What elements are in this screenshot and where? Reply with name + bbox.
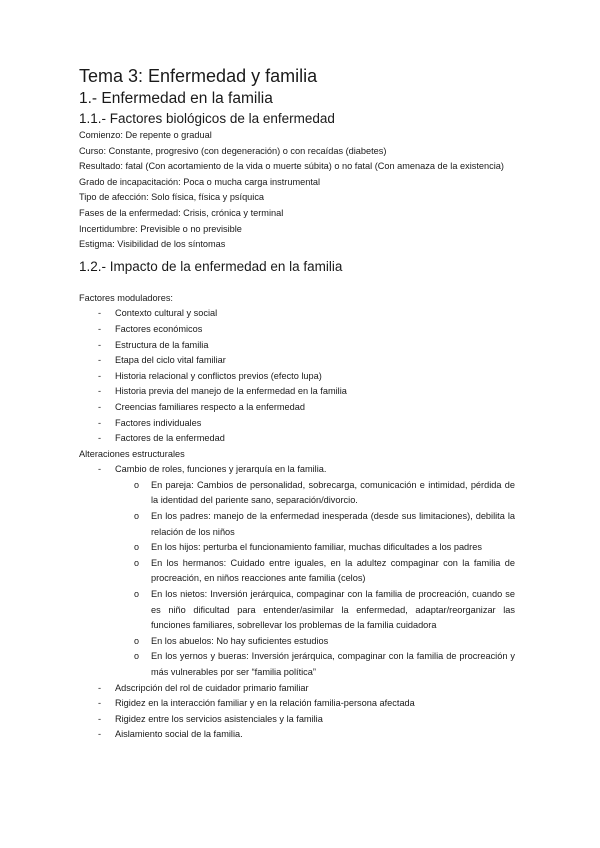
dash-marker: -	[98, 464, 102, 475]
biological-factors	[79, 128, 515, 253]
list-item: - Factores individuales	[115, 416, 515, 432]
document-page	[79, 64, 515, 743]
dash-marker: -	[98, 433, 102, 444]
factor-line-afeccion: Tipo de afección: Solo física, física y psíquica	[79, 192, 265, 203]
dash-marker: -	[98, 698, 102, 709]
dash-marker: -	[98, 323, 102, 334]
list-item: o En los hijos: perturba el funcionamiento familiar, muchas dificultades a los padres	[151, 540, 515, 556]
alteraciones-label: Alteraciones estructurales	[79, 448, 185, 459]
factor-line-comienzo: Comienzo: De repente o gradual	[79, 130, 212, 140]
subsection-1-1-heading: 1.1.- Factores biológicos de la enfermedad	[79, 111, 335, 126]
factor-line-incertidumbre: Incertidumbre: Previsible o no previsible	[79, 223, 242, 234]
circle-marker: o	[134, 635, 140, 646]
circle-marker: o	[134, 511, 140, 522]
dash-marker: -	[98, 308, 102, 319]
moduladores-label: Factores moduladores:	[79, 292, 173, 303]
factor-line-incapacitacion: Grado de incapacitación: Poca o mucha carga instrumental	[79, 176, 321, 187]
dash-marker: -	[98, 370, 102, 381]
list-item: - Historia previa del manejo de la enfermedad en la familia	[115, 384, 515, 400]
dash-marker: -	[98, 729, 102, 740]
dash-marker: -	[98, 386, 102, 397]
dash-marker: -	[98, 682, 102, 693]
list-item: - Estructura de la familia	[115, 338, 515, 354]
factor-line-estigma: Estigma: Visibilidad de los síntomas	[79, 239, 226, 250]
list-item: - Rigidez en la interacción familiar y en la relación familia-persona afectada	[115, 696, 515, 712]
list-item: - Contexto cultural y social	[115, 306, 515, 322]
dash-marker: -	[98, 713, 102, 724]
spacer	[79, 276, 515, 291]
document-title: Tema 3: Enfermedad y familia	[79, 66, 318, 86]
dash-marker: -	[98, 339, 102, 350]
factor-line-resultado: Resultado: fatal (Con acortamiento de la vida o muerte súbita) o no fatal (Con amenaza de la existencia)	[79, 161, 504, 172]
subsection-1-2-heading: 1.2.- Impacto de la enfermedad en la familia	[79, 258, 343, 274]
list-item: o En los hermanos: Cuidado entre iguales, en la adultez compaginar con la familia de procreación, en niños reacciones ante familia (celos)	[134, 557, 515, 584]
circle-marker: o	[134, 542, 140, 553]
list-item: - Creencias familiares respecto a la enfermedad	[115, 400, 515, 416]
factor-line-curso: Curso: Constante, progresivo (con degeneración) o con recaídas (diabetes)	[79, 145, 387, 156]
list-item: - Factores de la enfermedad	[115, 431, 515, 447]
list-item: - Factores económicos	[115, 322, 515, 338]
list-item: - Rigidez entre los servicios asistenciales y la familia	[115, 712, 515, 728]
list-item: o En los padres: manejo de la enfermedad inesperada (desde sus limitaciones), debilita la relación de los niños	[134, 511, 515, 537]
list-item: - Adscripción del rol de cuidador primario familiar	[115, 681, 515, 697]
list-item: - Aislamiento social de la familia.	[115, 727, 515, 743]
dash-marker: -	[98, 401, 102, 412]
list-item: - Etapa del ciclo vital familiar	[115, 353, 515, 369]
list-item	[98, 462, 515, 680]
circle-marker: o	[134, 589, 140, 600]
roles-sublist	[115, 478, 515, 681]
list-item: o En los nietos: Inversión jerárquica, compaginar con la familia de procreación, cuando se es niño dificultad para entender/asimilar la enfermedad, adaptar/reorganizar las funciones familiares, sobrellevar los problemas de la familia cuidadora	[134, 589, 515, 631]
list-item: o En los yernos y bueras: Inversión jerárquica, compaginar con la familia de procreación y más vulnerables por ser “familia política”	[134, 651, 515, 677]
circle-marker: o	[134, 651, 140, 662]
list-item: - Historia relacional y conflictos previos (efecto lupa)	[115, 369, 515, 385]
dash-marker: -	[98, 417, 102, 428]
moduladores-list	[79, 306, 515, 446]
circle-marker: o	[134, 557, 140, 568]
dash-marker: -	[98, 355, 102, 366]
list-item: o En pareja: Cambios de personalidad, sobrecarga, comunicación e intimidad, pérdida de la identidad del pariente sano, separación/divorcio.	[134, 479, 515, 506]
list-item: o En los abuelos: No hay suficientes estudios	[151, 634, 515, 650]
factor-line-fases: Fases de la enfermedad: Crisis, crónica y terminal	[79, 207, 284, 218]
alteraciones-list	[79, 462, 515, 743]
cambio-roles-text: Cambio de roles, funciones y jerarquía en la familia.	[115, 464, 327, 475]
circle-marker: o	[134, 479, 140, 490]
section-1-heading: 1.- Enfermedad en la familia	[79, 90, 273, 107]
